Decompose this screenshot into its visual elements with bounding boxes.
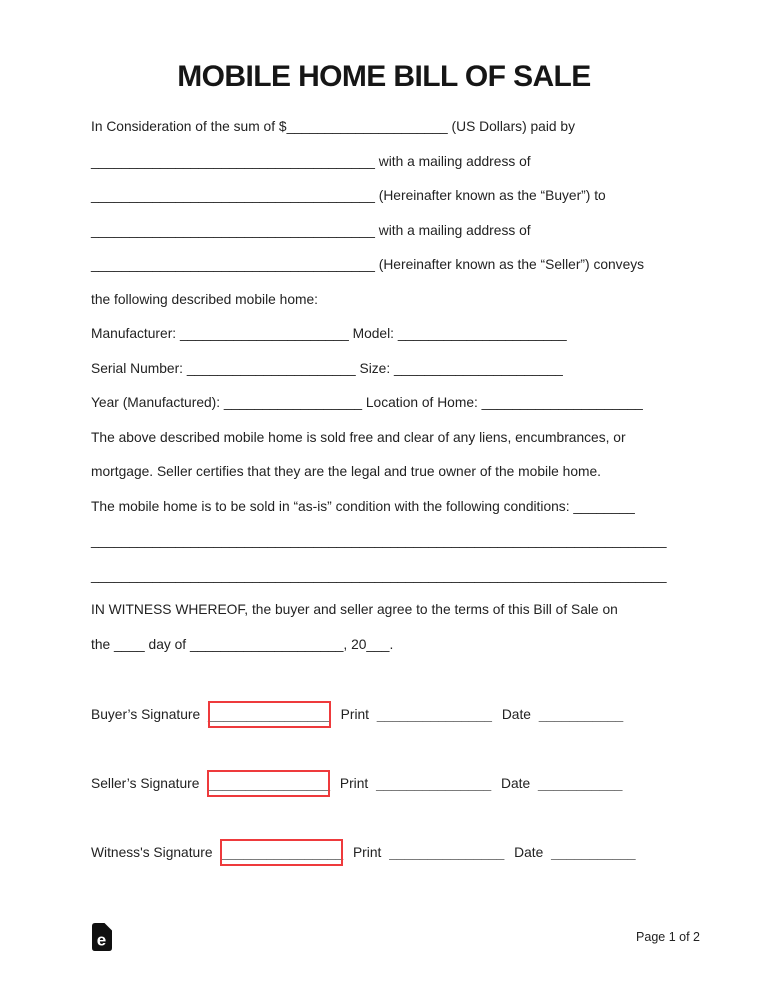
conditions-blank-line-2: ___________________________________________________________________________ xyxy=(91,567,667,583)
buyer-signature-label: Buyer’s Signature xyxy=(91,707,201,722)
seller-signature-label: Seller’s Signature xyxy=(91,776,200,791)
page-title: MOBILE HOME BILL OF SALE xyxy=(177,60,591,93)
eforms-document-logo-icon xyxy=(92,923,112,951)
consideration-line: In Consideration of the sum of $_____________________ (US Dollars) paid by xyxy=(91,119,575,134)
form-body xyxy=(91,110,691,662)
buyer-date-line: ___________ xyxy=(538,707,624,722)
buyer-name-line: _____________________________________ (Hereinafter known as the “Buyer”) to xyxy=(91,188,606,203)
seller-address-line: _____________________________________ with a mailing address of xyxy=(91,222,531,238)
seller-print-label: Print xyxy=(339,776,369,791)
witness-signature-line xyxy=(220,836,343,871)
buyer-signature-field-box[interactable] xyxy=(208,701,331,728)
witness-signature-underline: ________________ xyxy=(220,845,344,860)
seller-signature-row xyxy=(91,767,622,802)
logo-letter: e xyxy=(96,930,107,950)
witness-date-label: Date xyxy=(514,845,544,860)
buyer-address-line: _____________________________________ with a mailing address of xyxy=(91,153,531,169)
execution-date-line: the ____ day of ____________________, 20___. xyxy=(91,636,394,652)
seller-print-line: _______________ xyxy=(376,776,492,791)
serial-size-line: Serial Number: ______________________ Size: ______________________ xyxy=(91,360,563,376)
seller-date-label: Date xyxy=(501,776,531,791)
witness-clause-line: IN WITNESS WHEREOF, the buyer and seller agree to the terms of this Bill of Sale on xyxy=(91,602,618,617)
year-location-line: Year (Manufactured): __________________ Location of Home: _____________________ xyxy=(91,395,643,410)
conditions-blank-line-1: ___________________________________________________________________________ xyxy=(91,533,667,548)
manufacturer-model-line: Manufacturer: ______________________ Model: ______________________ xyxy=(91,326,567,341)
witness-signature-field-box[interactable] xyxy=(220,839,343,866)
seller-name-line: _____________________________________ (Hereinafter known as the “Seller”) conveys xyxy=(91,257,645,272)
buyer-date-label: Date xyxy=(501,707,531,722)
seller-signature-underline: ________________ xyxy=(207,776,331,791)
buyer-print-line: _______________ xyxy=(376,707,492,722)
buyer-signature-line xyxy=(208,698,331,733)
conditions-line: The mobile home is to be sold in “as-is” condition with the following conditions: ________ xyxy=(91,498,635,514)
buyer-signature-row xyxy=(91,698,623,733)
buyer-print-label: Print xyxy=(340,707,370,722)
buyer-signature-underline: ________________ xyxy=(208,707,331,722)
witness-print-line: _______________ xyxy=(389,845,505,860)
seller-signature-line xyxy=(207,767,330,802)
witness-signature-label: Witness's Signature xyxy=(91,845,213,860)
witness-signature-row xyxy=(91,836,636,871)
seller-date-line: ___________ xyxy=(538,776,623,791)
witness-print-label: Print xyxy=(352,845,382,860)
liens-clause-line-1: The above described mobile home is sold free and clear of any liens, encumbrances, or xyxy=(91,429,626,445)
folded-page-icon xyxy=(92,923,112,951)
witness-date-line: ___________ xyxy=(551,845,636,860)
liens-clause-line-2: mortgage. Seller certifies that they are the legal and true owner of the mobile home. xyxy=(91,464,601,479)
seller-signature-field-box[interactable] xyxy=(207,770,330,797)
page-number-label: Page 1 of 2 xyxy=(636,930,700,944)
described-home-line: the following described mobile home: xyxy=(91,291,319,307)
